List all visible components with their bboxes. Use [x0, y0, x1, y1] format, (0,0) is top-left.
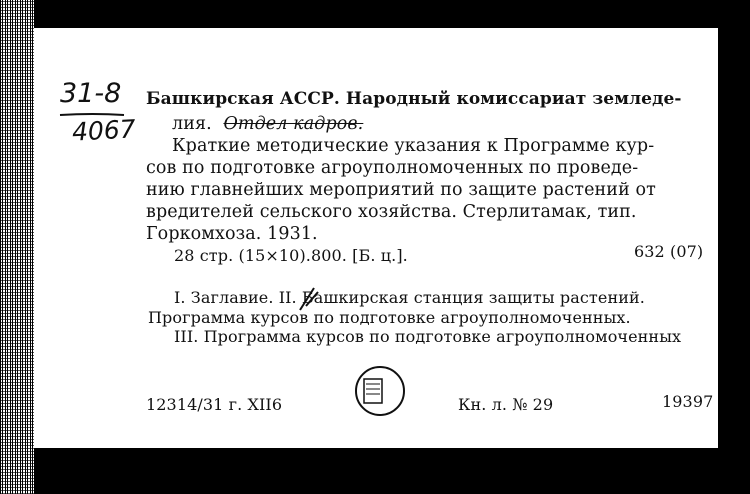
classification-code: 632 (07)	[634, 242, 704, 261]
scan-right-border	[718, 28, 750, 448]
heading-line2-text: лия.	[172, 114, 212, 134]
footer-order-number: 12314/31 г. XII6	[146, 395, 283, 414]
card-heading-line1: Башкирская АССР. Народный комиссариат земледе-	[146, 89, 682, 109]
heading-struck-text: Отдел кадров.	[223, 114, 364, 134]
tracing-line-1: I. Заглавие. II. Башкирская станция защиты растений.	[174, 288, 645, 307]
title-line-5: Горкомхоза. 1931.	[146, 224, 318, 244]
title-line-3: нию главнейших мероприятий по защите растений от	[146, 180, 656, 200]
library-stamp-icon	[352, 363, 408, 419]
handwritten-shelf-mark: 31-8	[60, 78, 122, 109]
tracing-line-2: Программа курсов по подготовке агроуполномоченных.	[148, 308, 631, 327]
physical-description: 28 стр. (15×10).800. [Б. ц.].	[174, 246, 408, 265]
title-line-1: Краткие методические указания к Программе кур-	[172, 136, 655, 156]
title-line-4: вредителей сельского хозяйства. Стерлитамак, тип.	[146, 202, 637, 222]
footer-accession-number: 19397	[662, 392, 714, 411]
tracing-line-3: III. Программа курсов по подготовке агроуполномоченных	[174, 327, 682, 346]
card-heading-line2	[172, 114, 363, 134]
title-line-2: сов по подготовке агроуполномоченных по проведе-	[146, 158, 639, 178]
scan-edge-noise	[0, 0, 34, 494]
footer-card-number: Кн. л. № 29	[458, 395, 554, 414]
catalog-card	[34, 28, 718, 448]
handwritten-number: 4067	[71, 114, 137, 147]
